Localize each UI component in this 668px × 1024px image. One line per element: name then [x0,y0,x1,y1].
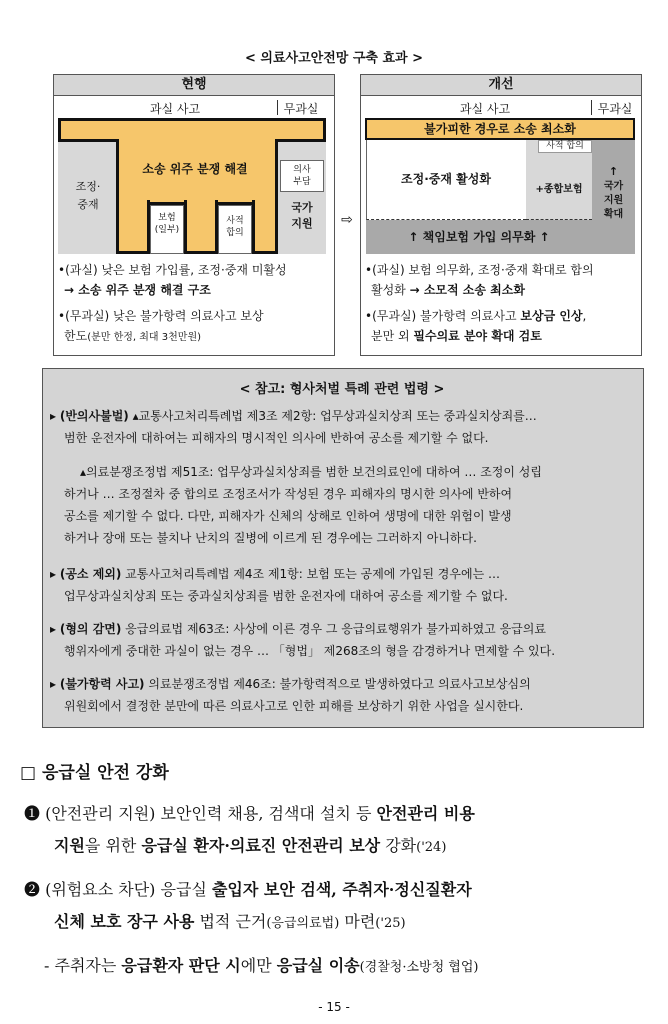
improved-bullet-2-line1b: 보상금 인상 [520,309,583,323]
improved-bullet-2-line1a: •(무과실) 불가항력 의료사고 [365,309,521,323]
current-private-settlement [218,205,252,254]
paragraph-2-line2 [24,906,654,940]
p2-f: 마련 [339,912,376,931]
improved-insurance-label: ↑ 책임보험 가입 의무화 ↑ [408,230,550,244]
paragraph-1-line2 [24,830,654,864]
ref-item-2-line1 [50,563,642,585]
p3-b: 응급환자 판단 시 [121,956,241,975]
improved-col-nofault: 무과실 [597,102,633,116]
improved-bullet-1-line2 [365,280,645,300]
reference-item-4 [50,673,642,717]
ref-item-1b-line3: 공소를 제기할 수 없다. 다만, 피해자가 신체의 상해로 인하여 생명에 대한 위험이 발생 [64,509,512,523]
number-1-icon: ❶ [24,804,41,823]
p3-a: - 주취자는 [44,956,122,975]
p1-b: 안전관리 비용 [376,804,475,823]
improved-mediation-label: 조정·중재 활성화 [401,172,491,186]
current-bullet-1 [58,260,338,300]
improved-private-label: 사적 합의 [538,140,592,153]
current-insurance-partial [150,205,184,254]
ref-item-3-text1: 응급의료법 제63조: 사상에 이른 경우 그 응급의료행위가 불가피하였고 응급의료 [121,622,546,636]
ref-item-4-line2: 위원회에서 결정한 분만에 따른 의료사고로 인한 피해를 보상하기 위한 사업을 실시한다. [64,699,524,713]
p2-c: 신체 보호 장구 사용 [54,912,195,931]
p3-e: (경찰청·소방청 협업) [359,960,479,975]
bullet-icon: ▸ [50,677,60,691]
p3-d: 응급실 이송 [276,956,360,975]
current-col-nofault: 무과실 [283,102,319,116]
col-divider [277,100,278,115]
current-litigation-label: 소송 위주 분쟁 해결 [142,162,248,176]
ref-item-1-line2: 범한 운전자에 대하여는 피해자의 명시적인 의사에 반하여 공소를 제기할 수 없다. [64,431,489,445]
improved-bullet-1-line2a: 활성화 [371,283,410,297]
ref-item-4-line1 [50,673,642,695]
current-bullet-2 [58,306,338,348]
improved-top-bar [365,118,635,140]
number-2-icon: ❷ [24,880,41,899]
current-bullet-1-line2: → 소송 위주 분쟁 해결 구조 [64,283,211,297]
p1-e: 응급실 환자·의료진 안전관리 보상 [141,836,381,855]
figure-title: < 의료사고안전망 구축 효과 > [244,51,424,66]
ref-item-3-line1 [50,618,642,640]
paragraph-1-line1 [24,798,654,830]
improved-bullet-1-line2b: → 소모적 소송 최소화 [409,283,525,297]
p1-a: (안전관리 지원) 보안인력 채용, 검색대 설치 등 [40,804,377,823]
reference-item-1b [64,461,642,549]
ref-item-2-label: (공소 제외) [59,567,122,581]
current-bullet-2-line1: •(무과실) 낮은 불가항력 의료사고 보상 [58,309,264,323]
improved-bullet-1 [365,260,645,300]
p1-d: 을 위한 [84,836,142,855]
reference-item-1 [50,405,642,449]
improved-bullet-2-line1 [365,306,645,326]
improved-col-fault: 과실 사고 [459,102,511,116]
current-header: 현행 [54,75,334,96]
current-private-label: 사적 합의 [226,216,244,238]
current-doctor-burden-label: 의사 부담 [293,165,311,187]
improved-insurance-area [366,220,592,254]
ref-item-1-text1: ▴교통사고처리특례법 제3조 제2항: 업무상과실치상죄 또는 중과실치상죄를… [128,409,537,423]
current-state-support: 국가 지원 [291,201,313,230]
improved-bullet-2-line2b: 필수의료 분야 확대 검토 [413,329,542,343]
ref-item-3-label: (형의 감면) [59,622,122,636]
current-col-fault: 과실 사고 [149,102,201,116]
improved-header: 개선 [361,75,641,96]
ref-item-2-text1: 교통사고처리특례법 제4조 제1항: 보험 또는 공제에 가입된 경우에는 … [121,567,500,581]
current-insurance-label: 보험 (일부) [154,213,180,235]
bullet-icon: ▸ [50,409,60,423]
improved-bullet-2-line2a: 분만 외 [371,329,414,343]
page-number: - 15 - [318,1000,350,1014]
current-bullet-2-line2b: (분만 한정, 최대 3천만원) [87,332,202,343]
current-litigation-leg1 [116,200,150,254]
p2-b: 출입자 보안 검색, 주취자·정신질환자 [211,880,472,899]
current-doctor-burden [280,160,324,192]
paragraph-2-line1 [24,874,654,906]
improved-state-up-icon: ↑ [608,165,619,178]
current-bullet-1-line1: •(과실) 낮은 보험 가입률, 조정·중재 미활성 [58,263,287,277]
improved-bullet-2 [365,306,645,346]
improved-top-bar-label: 불가피한 경우로 소송 최소화 [424,122,576,136]
paragraph-1 [24,798,654,864]
ref-item-4-label: (불가항력 사고) [59,677,145,691]
p1-f: 강화 [380,836,417,855]
improved-comprehensive-insurance: +종합보험 [535,184,583,195]
improved-bullet-2-line2 [365,326,645,346]
p1-g: ('24) [416,840,447,855]
ref-item-4-text1: 의료분쟁조정법 제46조: 불가항력적으로 발생하였다고 의료사고보상심의 [144,677,531,691]
ref-item-1b-line1: ▴의료분쟁조정법 제51조: 업무상과실치상죄를 범한 보건의료인에 대하여 … 조정이 성립 [80,465,542,479]
p2-e: (응급의료법) [266,916,340,931]
p2-g: ('25) [375,916,406,931]
current-bullet-2-line2a: 한도 [64,329,88,343]
ref-item-1-line1 [50,405,642,427]
ref-item-2-line2: 업무상과실치상죄 또는 중과실치상죄를 범한 운전자에 대하여 공소를 제기할 수 없다. [64,589,508,603]
current-bullet-2-line2 [58,326,338,348]
improved-state-support: 국가 지원 확대 [603,181,624,220]
p1-c: 지원 [54,836,85,855]
col-divider-right [591,100,592,115]
bullet-icon: ▸ [50,622,60,636]
p2-d: 법적 근거 [194,912,267,931]
paragraph-3 [44,950,654,984]
arrow-icon: ⇨ [341,212,353,228]
ref-item-3-line2: 행위자에게 중대한 과실이 없는 경우 … 「형법」 제268조의 형을 감경하거나 면제할 수 있다. [64,644,556,658]
current-litigation-leg2 [184,200,218,254]
reference-item-3 [50,618,642,662]
section-heading: □ 응급실 안전 강화 [20,763,169,783]
improved-bullet-2-line1c: , [582,309,587,323]
improved-bullet-1-line1: •(과실) 보험 의무화, 조정·중재 확대로 합의 [365,263,594,277]
reference-title: < 참고: 형사처벌 특례 관련 법령 > [239,382,445,397]
p2-a: (위험요소 차단) 응급실 [40,880,212,899]
reference-item-2 [50,563,642,607]
ref-item-1-label: (반의사불벌) [59,409,129,423]
current-mediation: 조정· 중재 [75,180,101,211]
ref-item-1b-line2: 하거나 … 조정절차 중 합의로 조정조서가 작성된 경우 피해자의 명시한 의사에 반하여 [64,487,513,501]
bullet-icon: ▸ [50,567,60,581]
p3-c: 에만 [240,956,277,975]
paragraph-2 [24,874,654,940]
current-litigation-leg3 [252,200,278,254]
ref-item-1b-line4: 하거나 장애 또는 불치나 난치의 질병에 이르게 된 경우에는 그러하지 아니하다. [64,531,477,545]
